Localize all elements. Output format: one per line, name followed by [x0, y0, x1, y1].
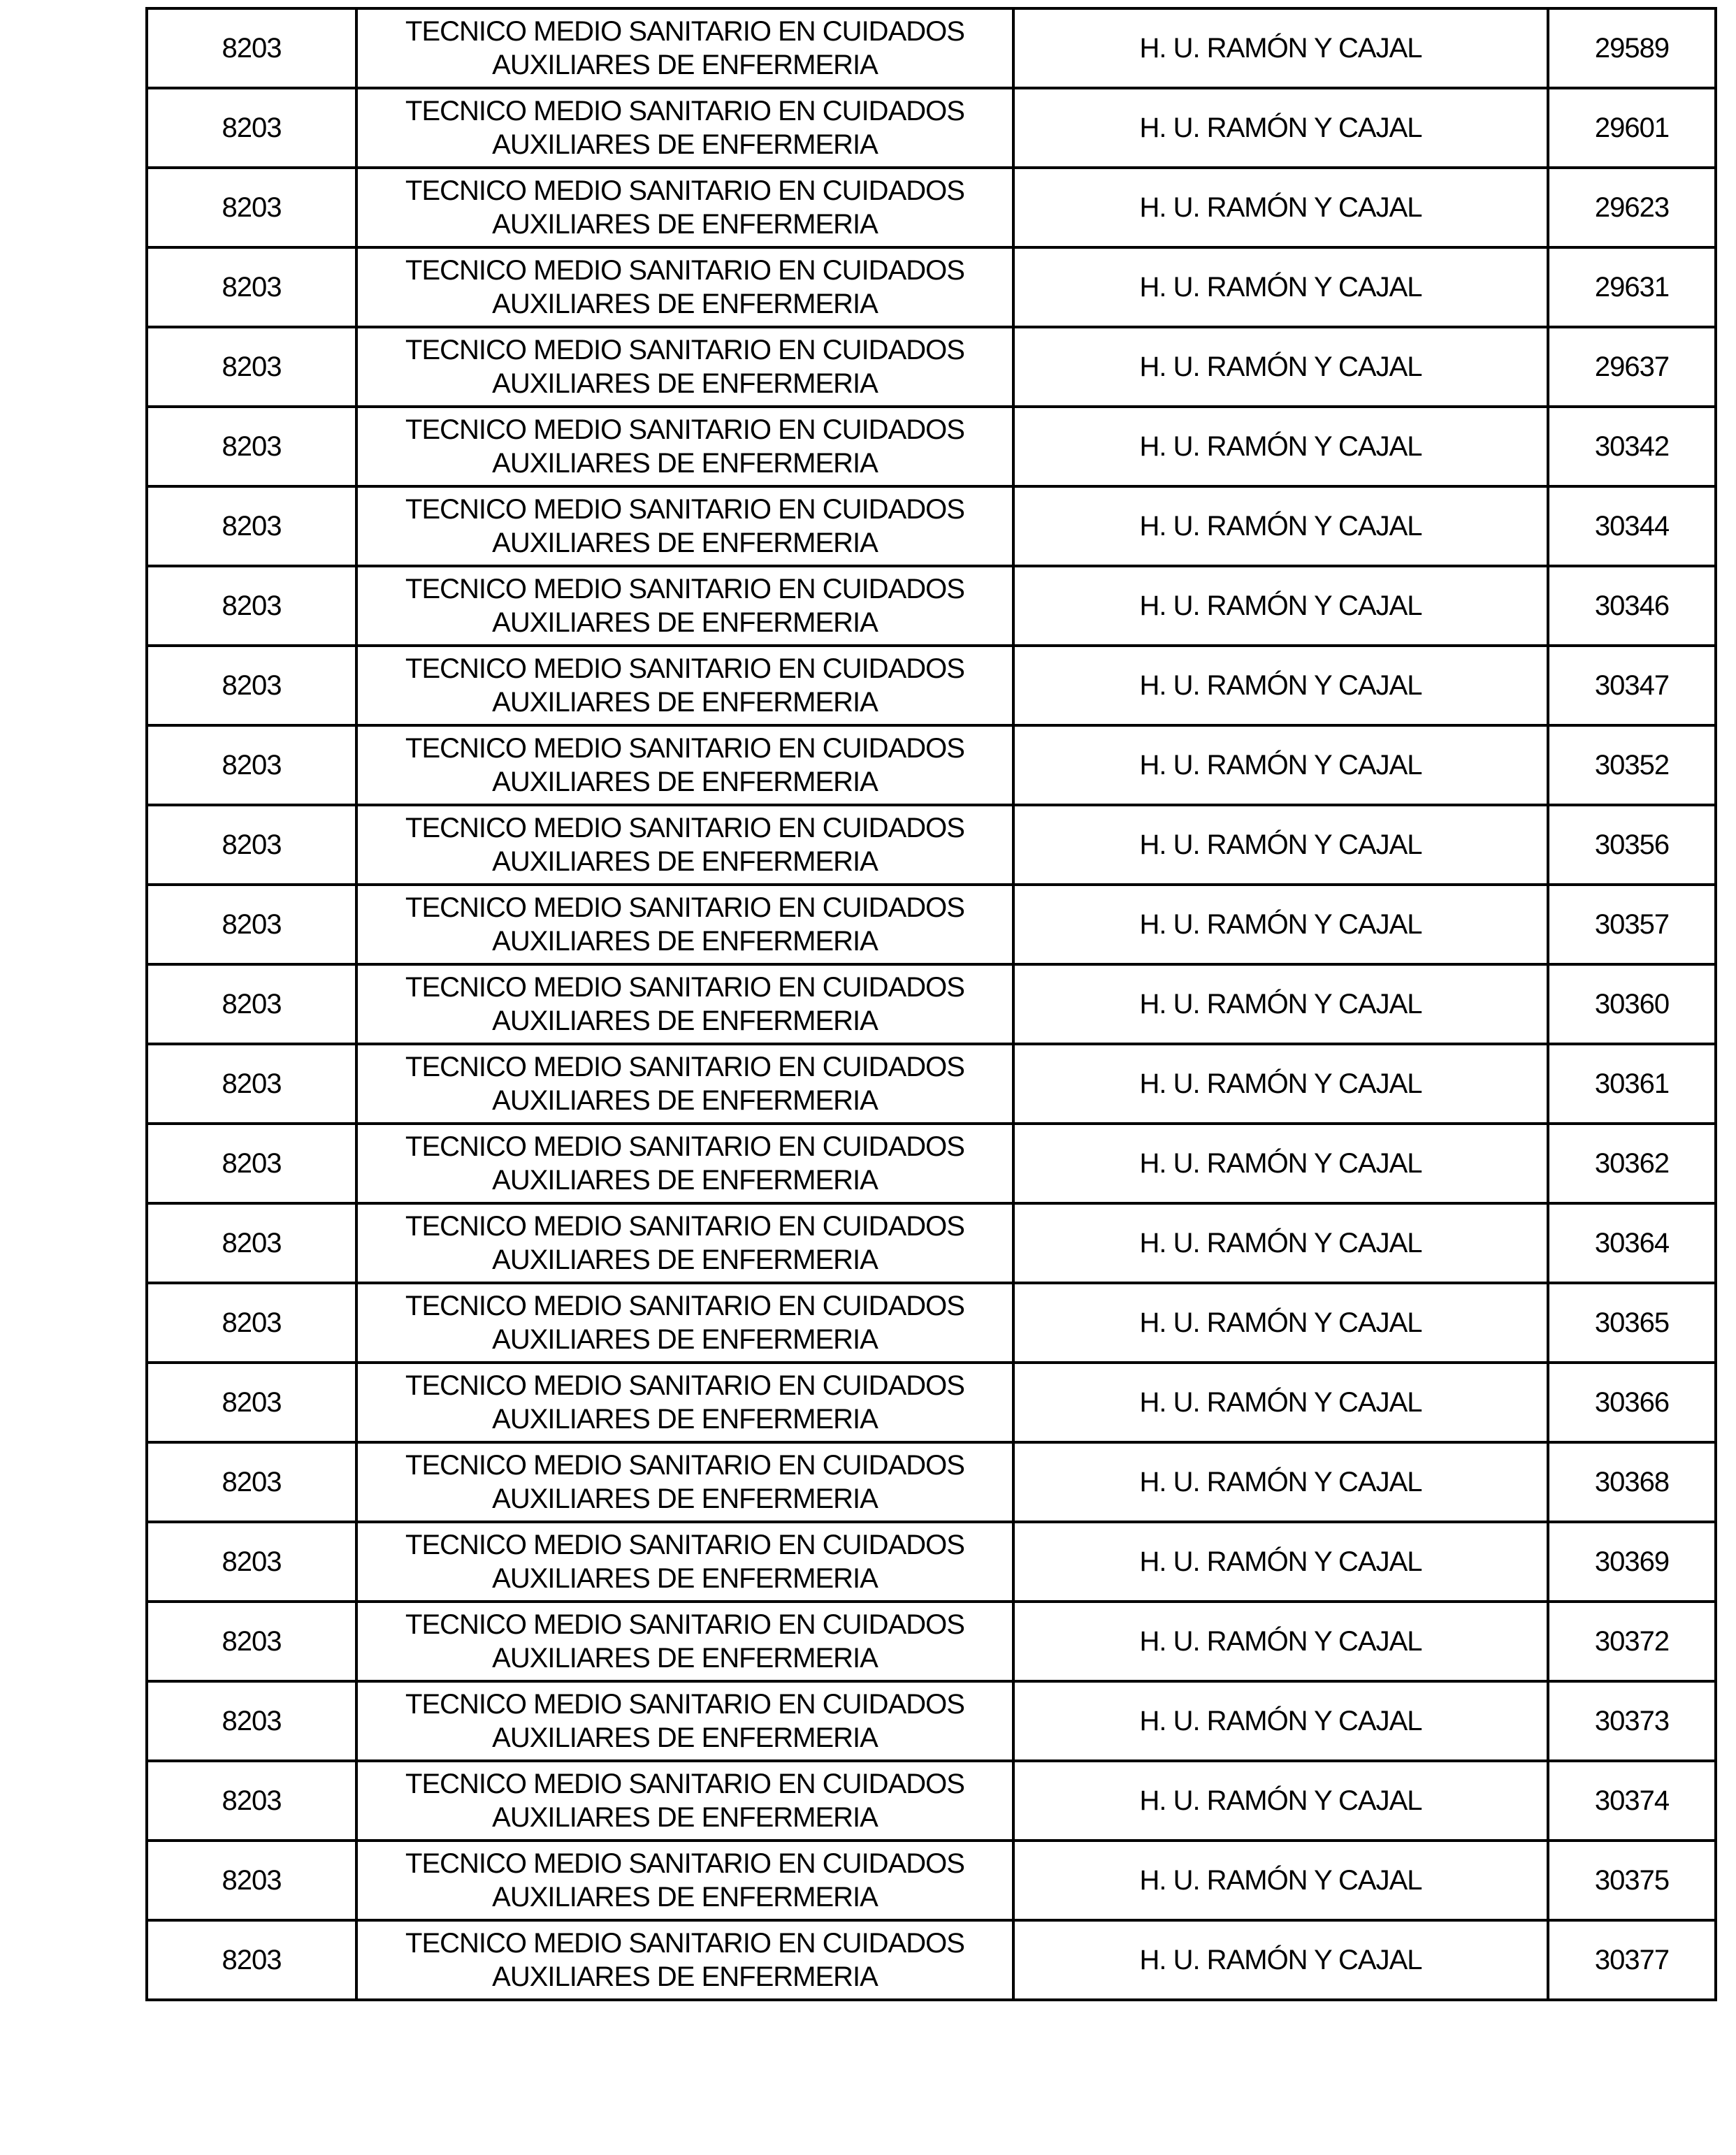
number-cell: 30361 [1548, 1044, 1716, 1124]
table-row [147, 1841, 1716, 1920]
category-cell [356, 1442, 1013, 1522]
category-cell [356, 1363, 1013, 1442]
hospital-cell: H. U. RAMÓN Y CAJAL [1013, 1602, 1548, 1681]
category-text: TECNICO MEDIO SANITARIO EN CUIDADOS AUXILIARES DE ENFERMERIA [405, 972, 964, 1036]
vacancies-table [145, 7, 1717, 2001]
number-cell: 30360 [1548, 964, 1716, 1044]
category-text: TECNICO MEDIO SANITARIO EN CUIDADOS AUXILIARES DE ENFERMERIA [405, 414, 964, 479]
table-row [147, 1124, 1716, 1203]
table-row [147, 805, 1716, 885]
category-text: TECNICO MEDIO SANITARIO EN CUIDADOS AUXILIARES DE ENFERMERIA [405, 1689, 964, 1753]
hospital-cell: H. U. RAMÓN Y CAJAL [1013, 247, 1548, 327]
category-text: TECNICO MEDIO SANITARIO EN CUIDADOS AUXILIARES DE ENFERMERIA [405, 1450, 964, 1514]
table-row [147, 1363, 1716, 1442]
hospital-cell: H. U. RAMÓN Y CAJAL [1013, 964, 1548, 1044]
hospital-cell: H. U. RAMÓN Y CAJAL [1013, 88, 1548, 168]
category-text: TECNICO MEDIO SANITARIO EN CUIDADOS AUXILIARES DE ENFERMERIA [405, 1052, 964, 1116]
code-cell: 8203 [147, 1124, 356, 1203]
code-cell: 8203 [147, 1602, 356, 1681]
table-row [147, 1920, 1716, 2000]
number-cell: 30347 [1548, 646, 1716, 725]
code-cell: 8203 [147, 1522, 356, 1602]
category-text: TECNICO MEDIO SANITARIO EN CUIDADOS AUXILIARES DE ENFERMERIA [405, 1131, 964, 1196]
category-cell [356, 247, 1013, 327]
hospital-cell: H. U. RAMÓN Y CAJAL [1013, 327, 1548, 407]
table-row [147, 168, 1716, 247]
category-text: TECNICO MEDIO SANITARIO EN CUIDADOS AUXILIARES DE ENFERMERIA [405, 1211, 964, 1275]
hospital-cell: H. U. RAMÓN Y CAJAL [1013, 725, 1548, 805]
table-row [147, 646, 1716, 725]
table-row [147, 1681, 1716, 1761]
number-cell: 30372 [1548, 1602, 1716, 1681]
number-cell: 30342 [1548, 407, 1716, 486]
number-cell: 30368 [1548, 1442, 1716, 1522]
number-cell: 30365 [1548, 1283, 1716, 1363]
number-cell: 30373 [1548, 1681, 1716, 1761]
hospital-cell: H. U. RAMÓN Y CAJAL [1013, 566, 1548, 646]
hospital-cell: H. U. RAMÓN Y CAJAL [1013, 1283, 1548, 1363]
table-row [147, 8, 1716, 88]
category-cell [356, 805, 1013, 885]
table-row [147, 1044, 1716, 1124]
hospital-cell: H. U. RAMÓN Y CAJAL [1013, 1442, 1548, 1522]
code-cell: 8203 [147, 407, 356, 486]
category-cell [356, 646, 1013, 725]
category-cell [356, 1920, 1013, 2000]
category-cell [356, 327, 1013, 407]
category-text: TECNICO MEDIO SANITARIO EN CUIDADOS AUXILIARES DE ENFERMERIA [405, 1609, 964, 1674]
category-text: TECNICO MEDIO SANITARIO EN CUIDADOS AUXILIARES DE ENFERMERIA [405, 1530, 964, 1594]
category-text: TECNICO MEDIO SANITARIO EN CUIDADOS AUXILIARES DE ENFERMERIA [405, 175, 964, 240]
code-cell: 8203 [147, 1363, 356, 1442]
category-text: TECNICO MEDIO SANITARIO EN CUIDADOS AUXILIARES DE ENFERMERIA [405, 96, 964, 160]
category-text: TECNICO MEDIO SANITARIO EN CUIDADOS AUXILIARES DE ENFERMERIA [405, 653, 964, 718]
number-cell: 29623 [1548, 168, 1716, 247]
hospital-cell: H. U. RAMÓN Y CAJAL [1013, 486, 1548, 566]
hospital-cell: H. U. RAMÓN Y CAJAL [1013, 8, 1548, 88]
category-cell [356, 1124, 1013, 1203]
number-cell: 30366 [1548, 1363, 1716, 1442]
category-cell [356, 725, 1013, 805]
code-cell: 8203 [147, 1761, 356, 1841]
table-row [147, 327, 1716, 407]
code-cell: 8203 [147, 247, 356, 327]
table-row [147, 1203, 1716, 1283]
hospital-cell: H. U. RAMÓN Y CAJAL [1013, 1681, 1548, 1761]
category-text: TECNICO MEDIO SANITARIO EN CUIDADOS AUXILIARES DE ENFERMERIA [405, 16, 964, 80]
category-cell [356, 486, 1013, 566]
hospital-cell: H. U. RAMÓN Y CAJAL [1013, 407, 1548, 486]
number-cell: 29631 [1548, 247, 1716, 327]
table-row [147, 885, 1716, 964]
code-cell: 8203 [147, 8, 356, 88]
number-cell: 29589 [1548, 8, 1716, 88]
number-cell: 30344 [1548, 486, 1716, 566]
code-cell: 8203 [147, 1044, 356, 1124]
table-row [147, 1761, 1716, 1841]
category-cell [356, 1681, 1013, 1761]
category-cell [356, 1203, 1013, 1283]
category-text: TECNICO MEDIO SANITARIO EN CUIDADOS AUXILIARES DE ENFERMERIA [405, 1928, 964, 1992]
table-row [147, 247, 1716, 327]
code-cell: 8203 [147, 88, 356, 168]
hospital-cell: H. U. RAMÓN Y CAJAL [1013, 1761, 1548, 1841]
category-text: TECNICO MEDIO SANITARIO EN CUIDADOS AUXILIARES DE ENFERMERIA [405, 1769, 964, 1833]
hospital-cell: H. U. RAMÓN Y CAJAL [1013, 1044, 1548, 1124]
category-cell [356, 1044, 1013, 1124]
category-cell [356, 566, 1013, 646]
table-row [147, 1602, 1716, 1681]
hospital-cell: H. U. RAMÓN Y CAJAL [1013, 1841, 1548, 1920]
hospital-cell: H. U. RAMÓN Y CAJAL [1013, 1203, 1548, 1283]
category-cell [356, 88, 1013, 168]
code-cell: 8203 [147, 964, 356, 1044]
category-text: TECNICO MEDIO SANITARIO EN CUIDADOS AUXILIARES DE ENFERMERIA [405, 892, 964, 957]
number-cell: 29601 [1548, 88, 1716, 168]
code-cell: 8203 [147, 1283, 356, 1363]
table-body [147, 8, 1716, 2000]
category-text: TECNICO MEDIO SANITARIO EN CUIDADOS AUXILIARES DE ENFERMERIA [405, 1291, 964, 1355]
hospital-cell: H. U. RAMÓN Y CAJAL [1013, 1124, 1548, 1203]
number-cell: 30356 [1548, 805, 1716, 885]
category-text: TECNICO MEDIO SANITARIO EN CUIDADOS AUXILIARES DE ENFERMERIA [405, 255, 964, 319]
table-row [147, 1442, 1716, 1522]
hospital-cell: H. U. RAMÓN Y CAJAL [1013, 646, 1548, 725]
code-cell: 8203 [147, 1841, 356, 1920]
number-cell: 30364 [1548, 1203, 1716, 1283]
table-row [147, 407, 1716, 486]
number-cell: 30357 [1548, 885, 1716, 964]
hospital-cell: H. U. RAMÓN Y CAJAL [1013, 805, 1548, 885]
hospital-cell: H. U. RAMÓN Y CAJAL [1013, 168, 1548, 247]
number-cell: 30374 [1548, 1761, 1716, 1841]
hospital-cell: H. U. RAMÓN Y CAJAL [1013, 1920, 1548, 2000]
category-cell [356, 1761, 1013, 1841]
code-cell: 8203 [147, 1442, 356, 1522]
category-text: TECNICO MEDIO SANITARIO EN CUIDADOS AUXILIARES DE ENFERMERIA [405, 733, 964, 797]
category-cell [356, 1602, 1013, 1681]
code-cell: 8203 [147, 327, 356, 407]
category-text: TECNICO MEDIO SANITARIO EN CUIDADOS AUXILIARES DE ENFERMERIA [405, 1370, 964, 1435]
code-cell: 8203 [147, 1920, 356, 2000]
code-cell: 8203 [147, 1681, 356, 1761]
hospital-cell: H. U. RAMÓN Y CAJAL [1013, 1363, 1548, 1442]
code-cell: 8203 [147, 486, 356, 566]
code-cell: 8203 [147, 885, 356, 964]
table-row [147, 964, 1716, 1044]
category-text: TECNICO MEDIO SANITARIO EN CUIDADOS AUXILIARES DE ENFERMERIA [405, 813, 964, 877]
number-cell: 30377 [1548, 1920, 1716, 2000]
code-cell: 8203 [147, 1203, 356, 1283]
category-text: TECNICO MEDIO SANITARIO EN CUIDADOS AUXILIARES DE ENFERMERIA [405, 494, 964, 558]
category-cell [356, 1522, 1013, 1602]
category-cell [356, 1841, 1013, 1920]
category-cell [356, 885, 1013, 964]
hospital-cell: H. U. RAMÓN Y CAJAL [1013, 885, 1548, 964]
table-row [147, 486, 1716, 566]
code-cell: 8203 [147, 725, 356, 805]
category-cell [356, 8, 1013, 88]
category-text: TECNICO MEDIO SANITARIO EN CUIDADOS AUXILIARES DE ENFERMERIA [405, 1848, 964, 1913]
category-cell [356, 1283, 1013, 1363]
category-text: TECNICO MEDIO SANITARIO EN CUIDADOS AUXILIARES DE ENFERMERIA [405, 574, 964, 638]
category-cell [356, 168, 1013, 247]
hospital-cell: H. U. RAMÓN Y CAJAL [1013, 1522, 1548, 1602]
code-cell: 8203 [147, 168, 356, 247]
code-cell: 8203 [147, 566, 356, 646]
table-row [147, 725, 1716, 805]
number-cell: 30362 [1548, 1124, 1716, 1203]
table-row [147, 566, 1716, 646]
code-cell: 8203 [147, 646, 356, 725]
number-cell: 30375 [1548, 1841, 1716, 1920]
table-row [147, 1522, 1716, 1602]
number-cell: 30369 [1548, 1522, 1716, 1602]
number-cell: 30346 [1548, 566, 1716, 646]
category-cell [356, 407, 1013, 486]
number-cell: 29637 [1548, 327, 1716, 407]
category-cell [356, 964, 1013, 1044]
category-text: TECNICO MEDIO SANITARIO EN CUIDADOS AUXILIARES DE ENFERMERIA [405, 335, 964, 399]
number-cell: 30352 [1548, 725, 1716, 805]
code-cell: 8203 [147, 805, 356, 885]
table-row [147, 88, 1716, 168]
table-row [147, 1283, 1716, 1363]
